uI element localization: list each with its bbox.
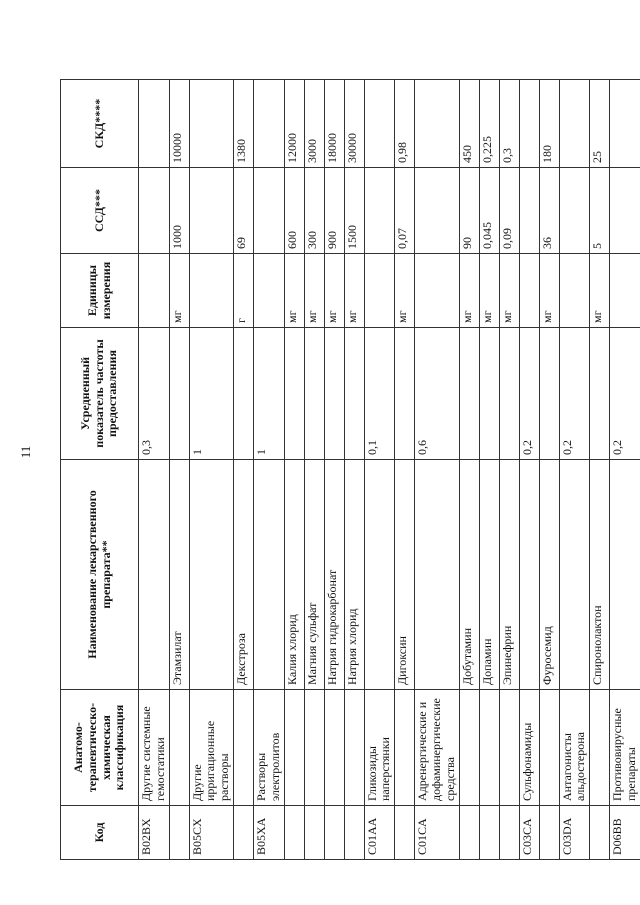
cell-atc (344, 690, 364, 806)
table-body (139, 80, 640, 860)
header-name: Наименование лекарственного препарата** (61, 460, 139, 690)
cell-atc: Сульфонамиды (519, 690, 539, 806)
cell-frequency (344, 328, 364, 460)
cell-drug-name: Декстроза (233, 460, 253, 690)
cell-drug-name: Эпинефрин (499, 460, 519, 690)
cell-atc (479, 690, 499, 806)
cell-unit: мг (499, 254, 519, 328)
cell-ssd: 1000 (169, 168, 189, 254)
cell-atc (169, 690, 189, 806)
cell-atc (233, 690, 253, 806)
table-row (364, 80, 395, 860)
cell-skd: 0,3 (499, 80, 519, 168)
cell-drug-name (253, 460, 284, 690)
cell-code (590, 806, 610, 860)
cell-atc (395, 690, 415, 806)
cell-ssd: 1500 (344, 168, 364, 254)
cell-drug-name (559, 460, 590, 690)
header-frequency: Усредненный показатель частоты предоставления (61, 328, 139, 460)
cell-atc (324, 690, 344, 806)
table-row (284, 80, 304, 860)
table-row (189, 80, 233, 860)
cell-frequency: 0,1 (364, 328, 395, 460)
cell-code (539, 806, 559, 860)
cell-frequency (169, 328, 189, 460)
cell-code (344, 806, 364, 860)
cell-code (499, 806, 519, 860)
cell-frequency: 1 (189, 328, 233, 460)
cell-frequency (324, 328, 344, 460)
cell-code (169, 806, 189, 860)
cell-code: C03DA (559, 806, 590, 860)
cell-drug-name: Натрия хлорид (344, 460, 364, 690)
cell-code (324, 806, 344, 860)
cell-unit: мг (304, 254, 324, 328)
table-row (610, 80, 640, 860)
cell-drug-name (610, 460, 640, 690)
cell-unit: мг (539, 254, 559, 328)
table-row (539, 80, 559, 860)
cell-drug-name: Допамин (479, 460, 499, 690)
cell-unit: мг (169, 254, 189, 328)
cell-frequency: 0,2 (610, 328, 640, 460)
cell-drug-name: Магния сульфат (304, 460, 324, 690)
cell-ssd (610, 168, 640, 254)
cell-skd (559, 80, 590, 168)
cell-ssd: 600 (284, 168, 304, 254)
cell-frequency (499, 328, 519, 460)
cell-frequency (590, 328, 610, 460)
cell-atc (499, 690, 519, 806)
cell-skd: 1380 (233, 80, 253, 168)
cell-drug-name: Спиронолактон (590, 460, 610, 690)
cell-skd (415, 80, 459, 168)
cell-frequency: 0,6 (415, 328, 459, 460)
cell-ssd: 5 (590, 168, 610, 254)
cell-ssd: 90 (459, 168, 479, 254)
table-row (139, 80, 170, 860)
page-number: 11 (18, 445, 33, 459)
cell-frequency (233, 328, 253, 460)
cell-unit (610, 254, 640, 328)
cell-unit: г (233, 254, 253, 328)
cell-atc: Другие ирригационные растворы (189, 690, 233, 806)
cell-drug-name (364, 460, 395, 690)
cell-atc (459, 690, 479, 806)
cell-ssd (139, 168, 170, 254)
table-row (559, 80, 590, 860)
table-row (304, 80, 324, 860)
header-skd: СКД**** (61, 80, 139, 168)
cell-drug-name (189, 460, 233, 690)
table-row (324, 80, 344, 860)
cell-unit: мг (284, 254, 304, 328)
cell-unit (415, 254, 459, 328)
cell-skd: 0,98 (395, 80, 415, 168)
cell-atc: Антагонисты альдостерона (559, 690, 590, 806)
table-row (590, 80, 610, 860)
cell-skd: 180 (539, 80, 559, 168)
cell-ssd (415, 168, 459, 254)
cell-unit: мг (590, 254, 610, 328)
cell-code: C01AA (364, 806, 395, 860)
cell-code: D06BB (610, 806, 640, 860)
cell-skd: 18000 (324, 80, 344, 168)
table-row (169, 80, 189, 860)
table-row (415, 80, 459, 860)
cell-code (459, 806, 479, 860)
cell-unit: мг (344, 254, 364, 328)
cell-ssd: 0,09 (499, 168, 519, 254)
table-row (344, 80, 364, 860)
cell-drug-name: Фуросемид (539, 460, 559, 690)
cell-drug-name: Натрия гидрокарбонат (324, 460, 344, 690)
cell-skd: 450 (459, 80, 479, 168)
drug-table (60, 79, 640, 860)
cell-skd: 30000 (344, 80, 364, 168)
table-row (499, 80, 519, 860)
cell-ssd (559, 168, 590, 254)
table-row (253, 80, 284, 860)
cell-skd: 0,225 (479, 80, 499, 168)
cell-unit (139, 254, 170, 328)
cell-code (284, 806, 304, 860)
cell-atc: Адренергические и дофаминергические средства (415, 690, 459, 806)
cell-ssd: 69 (233, 168, 253, 254)
cell-drug-name: Дигоксин (395, 460, 415, 690)
cell-skd (139, 80, 170, 168)
cell-ssd: 0,07 (395, 168, 415, 254)
cell-drug-name: Этамзилат (169, 460, 189, 690)
cell-ssd (189, 168, 233, 254)
cell-frequency: 0,3 (139, 328, 170, 460)
cell-unit (253, 254, 284, 328)
cell-code: B05CX (189, 806, 233, 860)
table-row (519, 80, 539, 860)
cell-drug-name (139, 460, 170, 690)
cell-skd (253, 80, 284, 168)
cell-ssd: 900 (324, 168, 344, 254)
header-unit: Единицы измерения (61, 254, 139, 328)
cell-code: B02BX (139, 806, 170, 860)
cell-frequency (539, 328, 559, 460)
cell-drug-name: Калия хлорид (284, 460, 304, 690)
cell-frequency: 0,2 (559, 328, 590, 460)
cell-atc (284, 690, 304, 806)
cell-unit: мг (324, 254, 344, 328)
cell-code: C01CA (415, 806, 459, 860)
cell-drug-name: Добутамин (459, 460, 479, 690)
cell-atc: Другие системные гемостатики (139, 690, 170, 806)
cell-skd: 25 (590, 80, 610, 168)
cell-ssd (253, 168, 284, 254)
table-row (459, 80, 479, 860)
cell-atc: Растворы электролитов (253, 690, 284, 806)
cell-code: B05XA (253, 806, 284, 860)
cell-frequency: 1 (253, 328, 284, 460)
header-ssd: ССД*** (61, 168, 139, 254)
cell-atc (590, 690, 610, 806)
table-row (479, 80, 499, 860)
cell-code (395, 806, 415, 860)
cell-ssd: 300 (304, 168, 324, 254)
cell-frequency (479, 328, 499, 460)
table-row (395, 80, 415, 860)
cell-atc: Гликозиды наперстянки (364, 690, 395, 806)
cell-unit: мг (479, 254, 499, 328)
cell-ssd (364, 168, 395, 254)
cell-atc (304, 690, 324, 806)
cell-unit: мг (395, 254, 415, 328)
cell-unit (189, 254, 233, 328)
cell-code: C03CA (519, 806, 539, 860)
cell-unit (364, 254, 395, 328)
cell-atc (539, 690, 559, 806)
cell-skd (189, 80, 233, 168)
cell-drug-name (415, 460, 459, 690)
cell-frequency (304, 328, 324, 460)
cell-skd (519, 80, 539, 168)
cell-skd (364, 80, 395, 168)
table-rotated-container (60, 80, 638, 860)
cell-ssd: 36 (539, 168, 559, 254)
cell-frequency (284, 328, 304, 460)
cell-ssd: 0,045 (479, 168, 499, 254)
cell-code (233, 806, 253, 860)
table-header-row (61, 80, 139, 860)
header-atc: Анатомо-терапевтическо-химическая классификация (61, 690, 139, 806)
cell-unit: мг (459, 254, 479, 328)
table-row (233, 80, 253, 860)
cell-skd (610, 80, 640, 168)
cell-drug-name (519, 460, 539, 690)
cell-frequency: 0,2 (519, 328, 539, 460)
cell-frequency (459, 328, 479, 460)
cell-skd: 10000 (169, 80, 189, 168)
cell-atc: Противовирусные препараты (610, 690, 640, 806)
cell-code (304, 806, 324, 860)
cell-unit (519, 254, 539, 328)
cell-ssd (519, 168, 539, 254)
cell-skd: 12000 (284, 80, 304, 168)
cell-frequency (395, 328, 415, 460)
header-code: Код (61, 806, 139, 860)
cell-unit (559, 254, 590, 328)
cell-skd: 3000 (304, 80, 324, 168)
cell-code (479, 806, 499, 860)
